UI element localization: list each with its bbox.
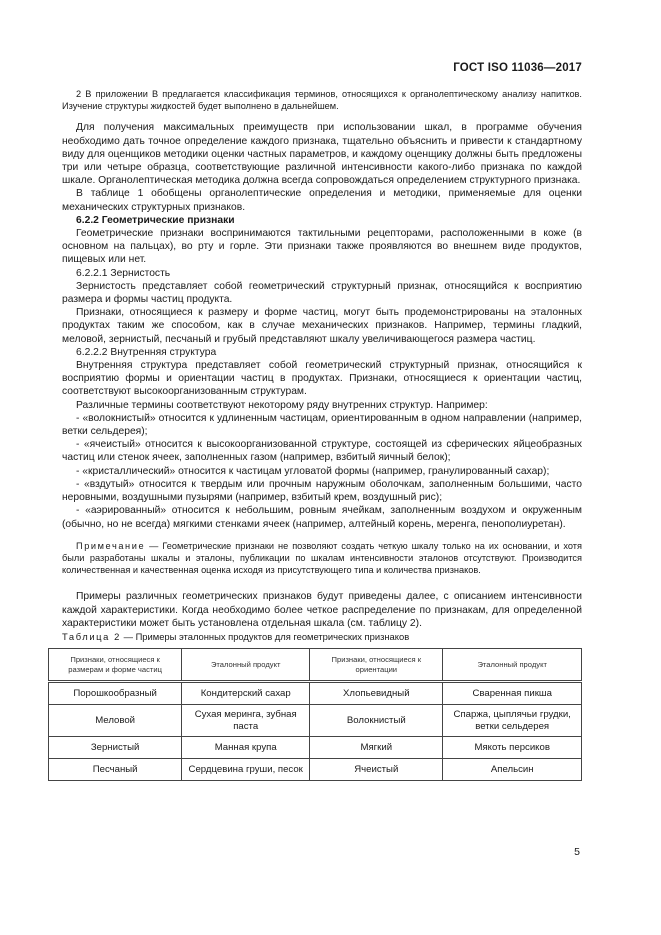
table-cell: Манная крупа (182, 737, 310, 759)
note-label: Примечание (76, 540, 146, 551)
table-caption (62, 630, 582, 643)
table-cell: Мягкий (310, 737, 443, 759)
list-item-crystalline: - «кристаллический» относится к частицам угловатой формы (например, гранулированный сахар); (76, 465, 550, 477)
table-row (49, 737, 582, 759)
table-header-row (49, 649, 582, 682)
paragraph-terms-intro: Различные термины соответствуют некоторому ряду внутренних структур. Например: (76, 399, 488, 411)
paragraph-internal-structure-def: Внутренняя структура представляет собой геометрический структурный признак, относящийся к восприятию формы и ориентации частиц в продуктах. Признаки, относящиеся к ориентации частиц, соответствуют высокоорганизованным структурам. (62, 360, 582, 398)
list-item-cellular: - «ячеистый» относится к высокоорганизованной структуре, состоящей из сферических яйцеобразных частиц или стенок ячеек, заполненных газом (например, взбитый яичный белок); (62, 439, 582, 464)
table-row (49, 705, 582, 737)
paragraph-geometric: Геометрические признаки воспринимаются тактильными рецепторами, расположенными в коже (в основном на пальцах), во рту и горле. Эти признаки также проявляются во внешнем виде продуктов, пищевых или нет. (62, 228, 582, 266)
reference-products-table (48, 648, 582, 781)
document-body (62, 88, 582, 781)
table-cell: Сваренная пикша (443, 682, 582, 705)
table-cell: Хлопьевидный (310, 682, 443, 705)
list-item-puffy: - «вздутый» относится к твердым или прочным наружным оболочкам, заполненным большими, часто неровными, воздушными пузырями (например, взбитый крем, воздушный рис); (62, 478, 582, 504)
paragraph-table1-ref: В таблице 1 обобщены органолептические определения и методики, применяемые для оценки механических структурных признаков. (62, 188, 582, 213)
note-geometric (62, 540, 582, 577)
table-row (49, 682, 582, 705)
table-cell: Песчаный (49, 759, 182, 781)
table-header-cell: Признаки, относящиеся к размерам и форме частиц (49, 649, 182, 682)
table-cell: Сердцевина груши, песок (182, 759, 310, 781)
table-cell: Ячеистый (310, 759, 443, 781)
table-cell: Спаржа, цыплячьи грудки, ветки сельдерея (443, 705, 582, 737)
table-cell: Кондитерский сахар (182, 682, 310, 705)
table-caption-label: Таблица 2 (62, 630, 121, 642)
table-header-cell: Эталонный продукт (182, 649, 310, 682)
section-heading-geometric: 6.2.2 Геометрические признаки (76, 214, 235, 226)
table-cell: Мякоть персиков (443, 737, 582, 759)
paragraph-examples: Примеры различных геометрических признаков будут приведены далее, с описанием интенсивности каждой характеристики. Когда необходимо более четкое распределение по признакам, для определенной характеристики может быть установлена отдельная шкала (см. таблицу 2). (62, 591, 582, 629)
table-cell: Меловой (49, 705, 182, 737)
table-caption-text: — Примеры эталонных продуктов для геометрических признаков (120, 630, 410, 642)
table-cell: Сухая меринга, зубная паста (182, 705, 310, 737)
table-cell: Апельсин (443, 759, 582, 781)
table-cell: Порошкообразный (49, 682, 182, 705)
subsection-heading-internal-structure: 6.2.2.2 Внутренняя структура (76, 346, 217, 358)
note-2: 2 В приложении В предлагается классификация терминов, относящихся к органолептическому анализу напитков. Изучение структуры жидкостей будет выполнено в дальнейшем. (62, 89, 582, 112)
page-number: 5 (574, 846, 580, 858)
table-header-cell: Признаки, относящиеся к ориентации (310, 649, 443, 682)
table-row (49, 759, 582, 781)
note-text: — Геометрические признаки не позволяют создать четкую шкалу только на их основании, и хотя были разработаны шкалы и эталоны, публикации по шкалам интенсивности эталонов отсутствуют. Производится количественная и качественная оценка исходя из присутствующего типа и количества признаков. (62, 540, 582, 576)
subsection-heading-graininess: 6.2.2.1 Зернистость (76, 267, 171, 279)
list-item-aerated: - «аэрированный» относится к небольшим, ровным ячейкам, заполненным воздухом и окруженным (обычно, но не всегда) мягкими стенками ячеек (например, алтейный корень, меренга, пенополиуретан). (62, 505, 582, 530)
document-id-header: ГОСТ ISO 11036—2017 (453, 62, 582, 74)
paragraph-graininess-def: Зернистость представляет собой геометрический структурный признак, относящийся к восприятию размера и формы частиц продукта. (62, 280, 582, 306)
paragraph-training: Для получения максимальных преимуществ при использовании шкал, в программе обучения необходимо дать точное определение каждого признака, тщательно объяснить и привести к стандартному виду для оценщиков методики оценки частных параметров, и каждому оценщику должны быть предложены три или четыре образца, соответствующие различной интенсивности какого-либо признака по каждой шкале. Органолептическая методика должна всегда сопровождаться определением структурного признака. (62, 122, 582, 187)
table-cell: Волокнистый (310, 705, 443, 737)
table-header-cell: Эталонный продукт (443, 649, 582, 682)
list-item-fibrous: - «волокнистый» относится к удлиненным частицам, ориентированным в одном направлении (например, ветки сельдерея); (62, 412, 582, 438)
paragraph-graininess-scale: Признаки, относящиеся к размеру и форме частиц, могут быть продемонстрированы на эталонных продуктах таким же способом, как в случае механических признаков. Например, термины гладкий, меловой, зернистый, песчаный и грубый представляют шкалу увеличивающегося размера частиц. (62, 307, 582, 345)
table-cell: Зернистый (49, 737, 182, 759)
